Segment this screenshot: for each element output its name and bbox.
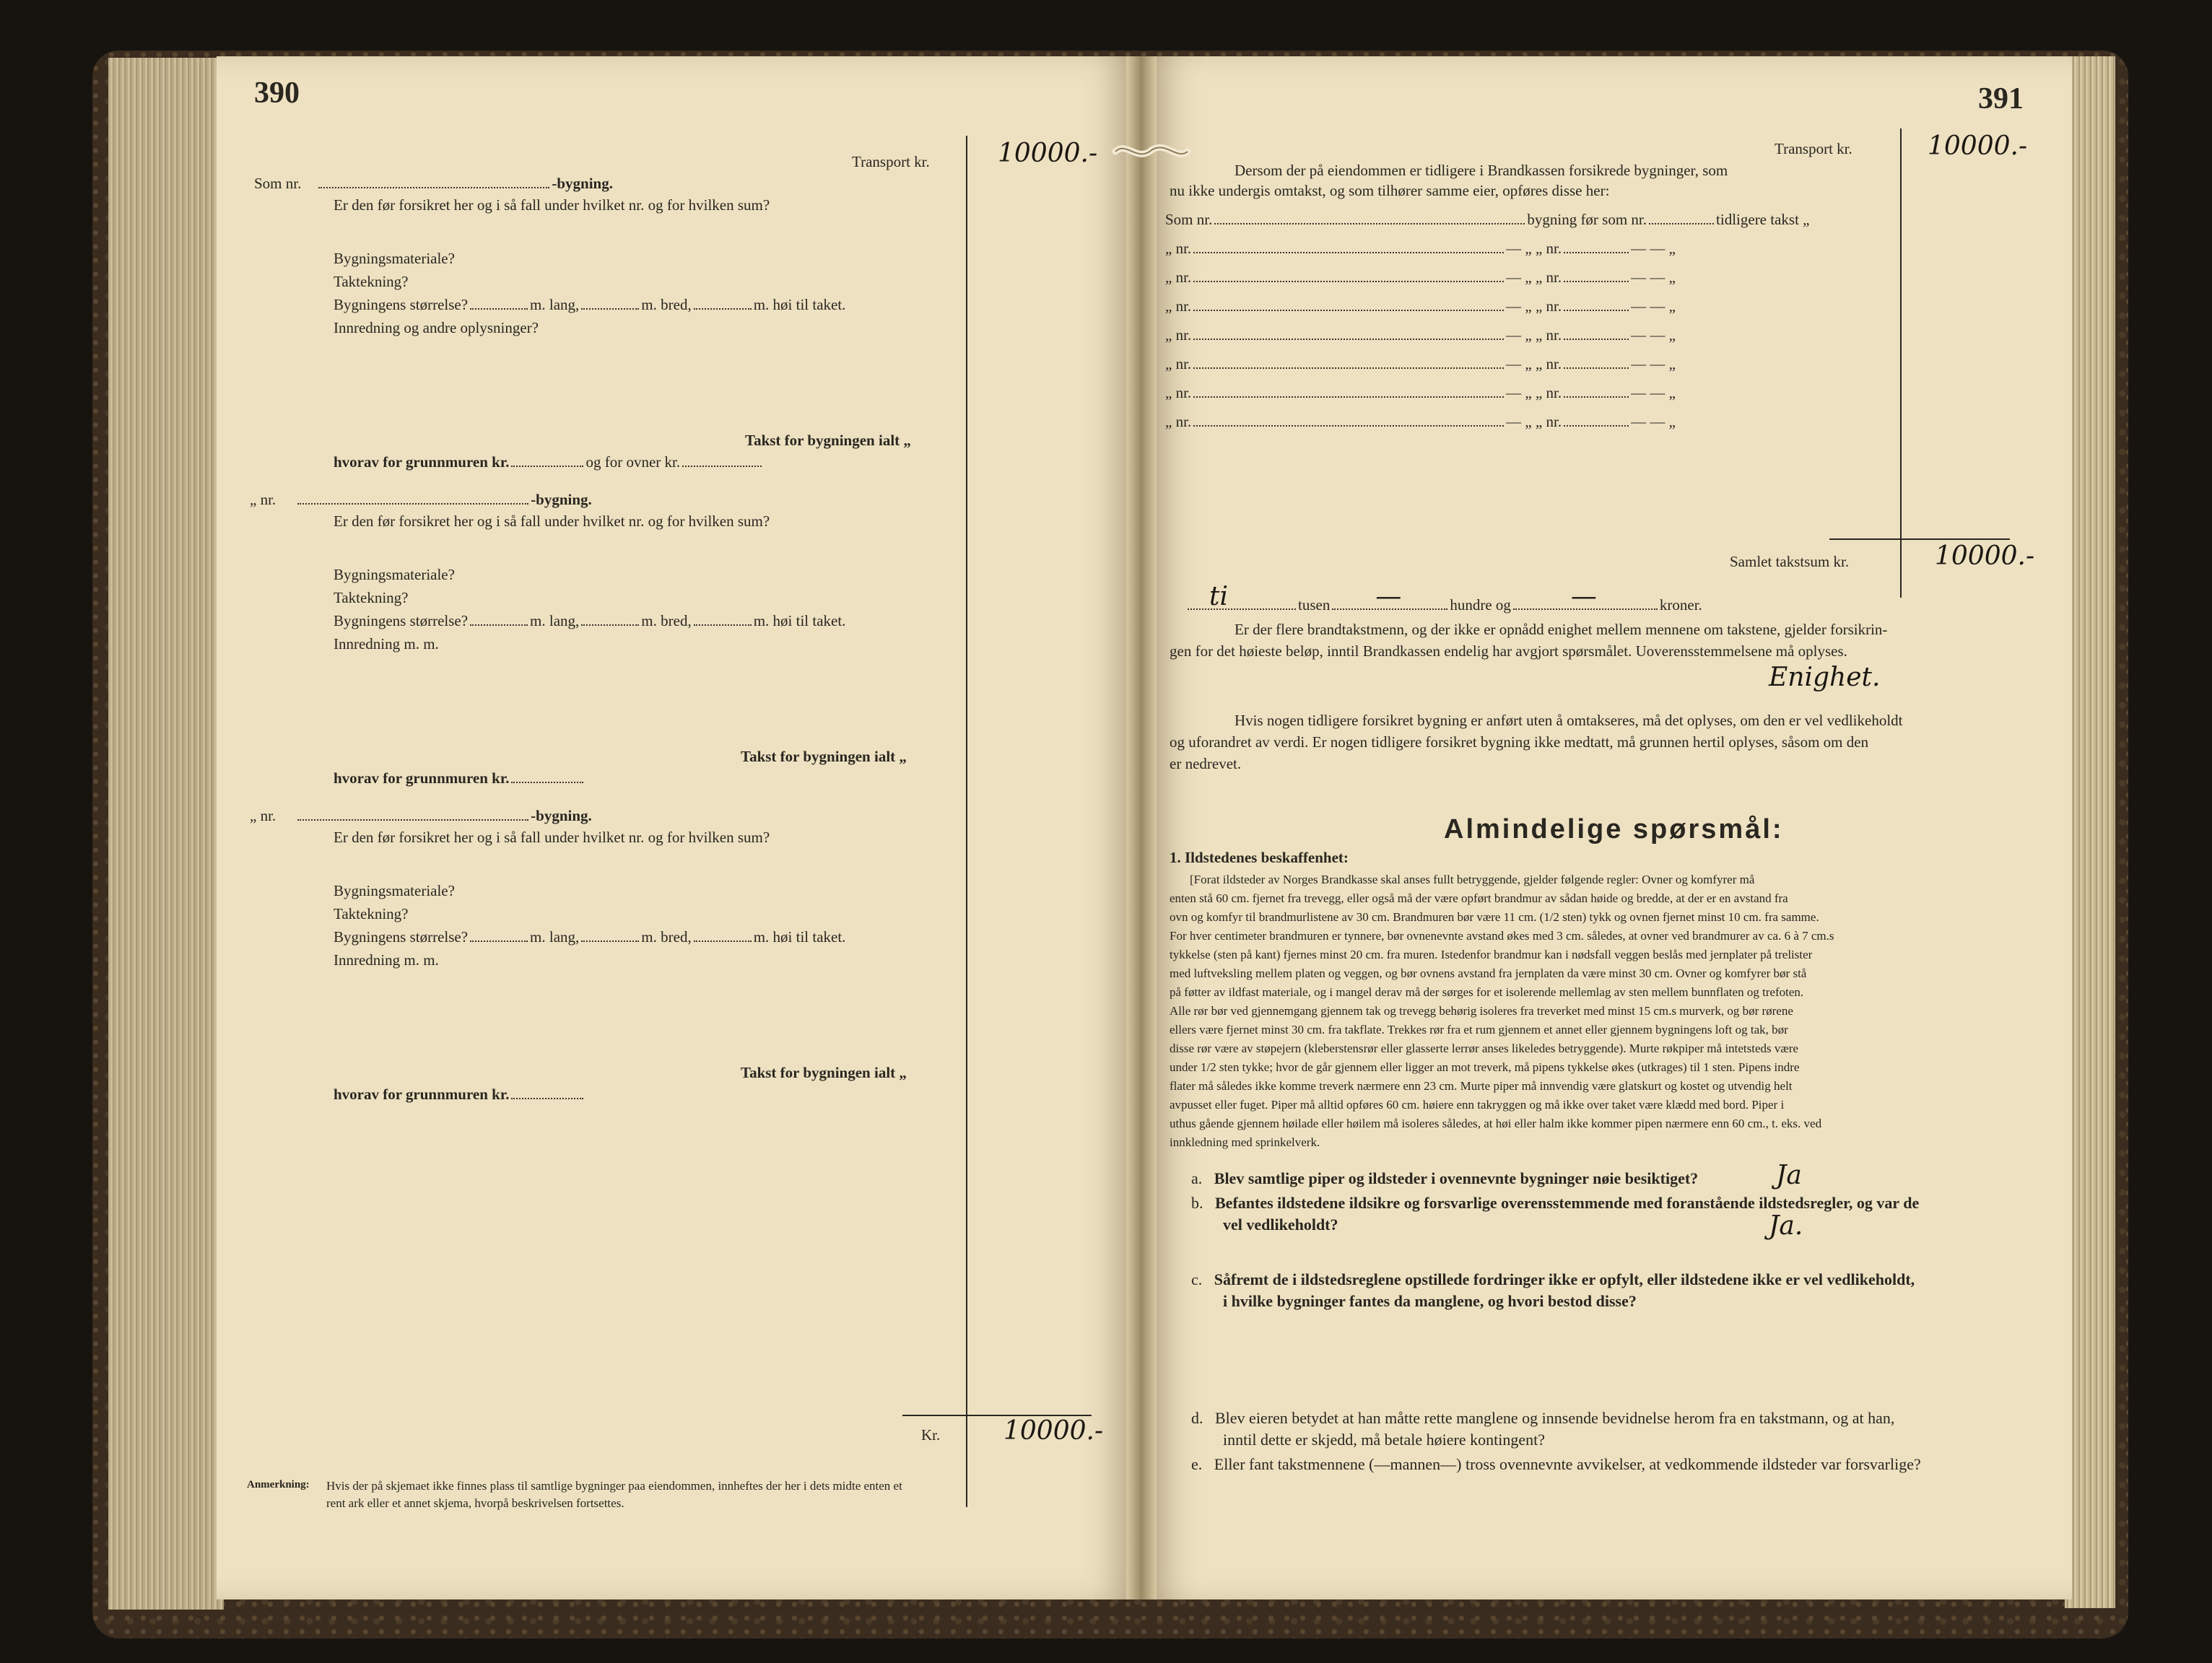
- length-field: [470, 940, 528, 942]
- question-d: [1191, 1407, 1894, 1429]
- prior-building-field: [1193, 396, 1504, 398]
- question-d-cont: [1223, 1429, 1545, 1451]
- note-label: Anmerkning:: [247, 1479, 310, 1490]
- regulation-line: med luftveksling mellem platen og veggen, og bør ovnens avstand fra jernplaten da være minst 30 cm. Ovner og komfyrer bør stå: [1170, 966, 1807, 980]
- length-unit: m. lang,: [530, 928, 580, 946]
- width-field: [581, 624, 639, 626]
- samlet-rule: [1829, 538, 2010, 540]
- insured-before-question: Er den før forsikret her og i så fall under hvilket nr. og for hvilken sum?: [334, 829, 770, 846]
- building-name-field: [318, 187, 549, 188]
- prior-nr-field: [1564, 252, 1629, 253]
- regulation-line: For hver centimeter brandmuren er tynnere, bør ovnenevnte avstand økes med 3 cm. således, at ovner ved brandmurer av ca. 6 à 7 cm.s: [1170, 929, 1834, 943]
- prior-before-label: — „ „ nr.: [1506, 355, 1562, 372]
- regulation-line: innkledning med sprinkelverk.: [1170, 1135, 1320, 1149]
- roof-label: Taktekning?: [334, 273, 409, 290]
- size-label: Bygningens størrelse?: [334, 612, 469, 629]
- regulation-line: uthus gående gjennem høilade eller høilem må isoleres således, at høi eller halm ikke kommer pipen nærmere enn 60 cm., t. eks. ved: [1170, 1117, 1822, 1130]
- page-number: 391: [1978, 82, 2024, 115]
- length-unit: m. lang,: [530, 612, 580, 629]
- length-field: [470, 308, 528, 310]
- regulation-line: avpusset eller fuget. Piper må alltid opføres 60 cm. høiere enn takryggen og må ikke over taket være klædd med bord. Piper i: [1170, 1098, 1785, 1112]
- transport-value: 10000.-: [998, 139, 1098, 168]
- prior-building-field: [1193, 425, 1504, 427]
- prior-nr-label: „ nr.: [1165, 326, 1192, 344]
- size-label: Bygningens størrelse?: [334, 296, 469, 313]
- amount-in-words: [1185, 582, 1702, 614]
- hundreds-field: [1332, 582, 1447, 611]
- page-number: 390: [254, 77, 300, 110]
- hvorav-label: hvorav for grunnmuren kr.: [334, 453, 510, 471]
- samlet-value: 10000.-: [1935, 541, 2035, 571]
- prior-nr-field: [1564, 367, 1629, 369]
- prior-takst-label: — — „: [1631, 326, 1676, 344]
- prior-building-row: [1165, 328, 1676, 343]
- prior-before-label: — „ „ nr.: [1506, 413, 1562, 430]
- prior-building-field: [1193, 310, 1504, 311]
- left-page: [217, 56, 1135, 1599]
- material-label: Bygningsmateriale?: [334, 882, 455, 899]
- takst-label: Takst for bygningen ialt „: [741, 1064, 907, 1081]
- regulation-line: tykkelse (sten på kant) fjernes minst 20 cm. fra muren. Istedenfor brandmur kan i nødsfall veggen beslås med jernplater på trelister: [1170, 948, 1813, 961]
- prior-nr-field: [1564, 310, 1629, 311]
- prior-building-row: [1165, 270, 1676, 285]
- size-label: Bygningens størrelse?: [334, 928, 469, 946]
- transport-label: Transport kr.: [1775, 140, 1852, 157]
- material-label: Bygningsmateriale?: [334, 566, 455, 583]
- answer-a: Ja: [1776, 1161, 1802, 1190]
- regulation-line: flater må således ikke komme treverk nærmere enn 23 cm. Murte piper må innvendig være glatskurt og kostet og utvendig helt: [1170, 1079, 1793, 1093]
- foundation-field: [511, 782, 583, 783]
- prior-nr-field: [1564, 281, 1629, 282]
- question-text: i hvilke bygninger fantes da manglene, og hvori bestod disse?: [1223, 1292, 1637, 1310]
- para2-line-2: og uforandret av verdi. Er nogen tidligere forsikret bygning ikke medtatt, må grunnen hertil oplyses, såsom om den: [1170, 733, 1869, 751]
- question-e: [1191, 1454, 1921, 1475]
- regulation-line: under 1/2 sten tykke; hvor de går gjennem eller ligger an mot treverk, må pipens tykkelse økes (utkrages) til 1 sten. Pipens indre: [1170, 1060, 1800, 1074]
- prior-before-label: — „ „ nr.: [1506, 384, 1562, 401]
- thousands-field: [1188, 582, 1296, 611]
- length-field: [470, 624, 528, 626]
- width-field: [581, 308, 639, 310]
- ovner-label: og for ovner kr.: [585, 453, 681, 471]
- prior-takst-label: — — „: [1631, 269, 1676, 286]
- hundreds-value: —: [1375, 582, 1402, 611]
- width-unit: m. bred,: [641, 612, 692, 629]
- width-field: [581, 940, 639, 942]
- kroner-field: [1513, 582, 1658, 611]
- question-text: vel vedlikeholdt?: [1223, 1215, 1338, 1234]
- prior-nr-label: „ nr.: [1165, 240, 1192, 257]
- note-line-1: Hvis der på skjemaet ikke finnes plass til samtlige bygninger paa eiendommen, innheftes der her i dets midte enten et: [326, 1479, 902, 1493]
- prior-takst-label: — — „: [1631, 355, 1676, 372]
- binding-thread-icon: [1112, 137, 1191, 166]
- note-line-2: rent ark eller et annet skjema, hvorpå beskrivelsen fortsettes.: [326, 1496, 624, 1510]
- insured-before-question: Er den før forsikret her og i så fall under hvilket nr. og for hvilken sum?: [334, 512, 770, 530]
- building-name-field: [297, 819, 528, 821]
- height-field: [694, 940, 752, 942]
- question-b-cont: [1223, 1214, 1338, 1236]
- building-suffix: -bygning.: [531, 807, 592, 824]
- question-text: Blev samtlige piper og ildsteder i ovennevnte bygninger nøie besiktiget?: [1214, 1169, 1699, 1187]
- enighet-note: Enighet.: [1769, 663, 1881, 692]
- question-text: Såfremt de i ildstedsreglene opstillede fordringer ikke er opfylt, eller ildstedene ikke er vel vedlikeholdt,: [1214, 1270, 1915, 1288]
- width-unit: m. bred,: [641, 296, 692, 313]
- question-c: [1191, 1269, 1915, 1291]
- prior-building-field: [1193, 367, 1504, 369]
- height-unit: m. høi til taket.: [753, 612, 846, 629]
- question-letter: c.: [1191, 1270, 1203, 1288]
- stove-field: [682, 466, 762, 467]
- building-suffix: -bygning.: [531, 491, 592, 508]
- hvorav-label: hvorav for grunnmuren kr.: [334, 769, 510, 787]
- question-b: [1191, 1192, 1919, 1214]
- prior-nr-label: Som nr.: [1165, 211, 1213, 228]
- question-a: [1191, 1168, 1698, 1190]
- regulation-line: Alle rør bør ved gjennemgang gjennem tak og trevegg behørig isoleres fra treverket med minst 15 cm.s murverk, og bør rørene: [1170, 1004, 1793, 1018]
- length-unit: m. lang,: [530, 296, 580, 313]
- prior-building-row-first: [1165, 212, 1810, 227]
- prior-nr-label: „ nr.: [1165, 355, 1192, 372]
- interior-label: Innredning m. m.: [334, 951, 439, 969]
- height-field: [694, 308, 752, 310]
- prior-takst-label: — — „: [1631, 413, 1676, 430]
- prior-building-field: [1193, 339, 1504, 340]
- prior-building-field: [1214, 223, 1525, 224]
- intro-line-1: Dersom der på eiendommen er tidligere i Brandkassen forsikrede bygninger, som: [1235, 162, 1728, 179]
- amount-column-rule: [966, 136, 967, 1507]
- intro-line-2: nu ikke undergis omtakst, og som tilhører samme eier, opføres disse her:: [1170, 182, 1610, 199]
- prior-nr-field: [1649, 223, 1714, 224]
- regulation-line: på føtter av ildfast materiale, og i mangel derav må der sørges for et isolerende mellemlag av sten mellem bunnflaten og trefoten.: [1170, 985, 1804, 999]
- para2-line-3: er nedrevet.: [1170, 755, 1242, 772]
- prior-nr-label: „ nr.: [1165, 297, 1192, 315]
- regulation-line: [Forat ildsteder av Norges Brandkasse skal anses fullt betryggende, gjelder følgende regler: Ovner og komfyrer må: [1190, 873, 1755, 886]
- width-unit: m. bred,: [641, 928, 692, 946]
- prior-nr-label: „ nr.: [1165, 269, 1192, 286]
- transport-label: Transport kr.: [852, 153, 930, 170]
- left-page-edges: [108, 58, 224, 1610]
- building-name-field: [297, 503, 528, 505]
- para2-line-1: Hvis nogen tidligere forsikret bygning er anført uten å omtakseres, må det oplyses, om den er vel vedlikeholdt: [1235, 712, 1903, 729]
- kroner-value: —: [1570, 582, 1597, 611]
- question-text: Eller fant takstmennene (—mannen—) tross ovennevnte avvikelser, at vedkommende ildsteder var forsvarlige?: [1214, 1455, 1921, 1473]
- material-label: Bygningsmateriale?: [334, 250, 455, 267]
- regulation-line: disse rør være av støpejern (kleberstensrør eller glasserte lerrør anses likeledes betryggende). Murte røkpiper må intetsteds være: [1170, 1042, 1798, 1055]
- prior-building-row: [1165, 414, 1676, 429]
- height-unit: m. høi til taket.: [753, 296, 846, 313]
- prior-building-field: [1193, 281, 1504, 282]
- prior-building-row: [1165, 357, 1676, 372]
- para1-line-1: Er der flere brandtakstmenn, og der ikke er opnådd enighet mellem mennene om takstene, gjelder forsikrin-: [1235, 621, 1888, 638]
- general-questions-heading: Almindelige spørsmål:: [1444, 814, 1784, 844]
- prior-before-label: — „ „ nr.: [1506, 269, 1562, 286]
- prior-before-label: — „ „ nr.: [1506, 240, 1562, 257]
- interior-label: Innredning m. m.: [334, 635, 439, 652]
- question-text: Befantes ildstedene ildsikre og forsvarlige overensstemmende med foranstående ildstedsregler, og var de: [1215, 1194, 1920, 1212]
- kroner-label: kroner.: [1659, 596, 1702, 614]
- question-letter: e.: [1191, 1455, 1203, 1473]
- building-prefix: Som nr.: [254, 175, 302, 192]
- building-prefix: „ nr.: [250, 491, 276, 508]
- total-label: Kr.: [921, 1426, 941, 1444]
- transport-value: 10000.-: [1928, 131, 2028, 161]
- total-value: 10000.-: [1003, 1416, 1104, 1446]
- hvorav-label: hvorav for grunnmuren kr.: [334, 1086, 510, 1103]
- section-1-title: 1. Ildstedenes beskaffenhet:: [1170, 849, 1349, 866]
- interior-label: Innredning og andre oplysninger?: [334, 319, 539, 336]
- regulation-line: ovn og komfyr til brandmurlistene av 30 cm. Brandmuren bør være 11 cm. (1/2 sten) tykk og ovnen fjernet minst 10 cm. fra samme.: [1170, 910, 1819, 924]
- foundation-field: [511, 1098, 583, 1099]
- takst-label: Takst for bygningen ialt „: [745, 432, 911, 449]
- prior-takst-label: — — „: [1631, 384, 1676, 401]
- prior-nr-field: [1564, 396, 1629, 398]
- question-text: Blev eieren betydet at han måtte rette manglene og innsende bevidnelse herom fra en takstmann, og at han,: [1215, 1409, 1895, 1427]
- prior-nr-field: [1564, 339, 1629, 340]
- takst-label: Takst for bygningen ialt „: [741, 748, 907, 765]
- roof-label: Taktekning?: [334, 589, 409, 606]
- question-letter: d.: [1191, 1409, 1203, 1427]
- tusen-label: tusen: [1298, 596, 1331, 614]
- answer-b: Ja.: [1769, 1211, 1803, 1241]
- question-c-cont: [1223, 1291, 1637, 1312]
- prior-nr-label: „ nr.: [1165, 384, 1192, 401]
- roof-label: Taktekning?: [334, 905, 409, 922]
- question-letter: a.: [1191, 1169, 1203, 1187]
- amount-column-rule: [1900, 128, 1902, 598]
- regulation-line: ellers være fjernet minst 30 cm. fra takflate. Trekkes rør fra et rum gjennem et annet eller gjennem bygningens loft og tak, bør: [1170, 1023, 1788, 1036]
- building-prefix: „ nr.: [250, 807, 276, 824]
- question-text: inntil dette er skjedd, må betale høiere kontingent?: [1223, 1431, 1545, 1449]
- prior-takst-label: — — „: [1631, 297, 1676, 315]
- prior-before-label: — „ „ nr.: [1506, 297, 1562, 315]
- thousands-value: ti: [1209, 582, 1228, 611]
- hundre-label: hundre og: [1450, 596, 1511, 614]
- prior-nr-field: [1564, 425, 1629, 427]
- foundation-field: [511, 466, 583, 467]
- regulation-line: enten stå 60 cm. fjernet fra trevegg, eller også må der være opført brandmur av sådan høide og bredde, at der er en avstand fra: [1170, 891, 1788, 905]
- prior-takst-label: tidligere takst „: [1716, 211, 1810, 228]
- question-letter: b.: [1191, 1194, 1203, 1212]
- prior-before-label: bygning før som nr.: [1527, 211, 1647, 228]
- prior-before-label: — „ „ nr.: [1506, 326, 1562, 344]
- prior-building-row: [1165, 385, 1676, 401]
- book-gutter: [1126, 56, 1157, 1599]
- insured-before-question: Er den før forsikret her og i så fall under hvilket nr. og for hvilken sum?: [334, 196, 770, 214]
- prior-takst-label: — — „: [1631, 240, 1676, 257]
- para1-line-2: gen for det høieste beløp, inntil Brandkassen endelig har avgjort spørsmålet. Uoverensstemmelsene må oplyses.: [1170, 642, 1847, 660]
- building-suffix: -bygning.: [552, 175, 613, 192]
- height-field: [694, 624, 752, 626]
- prior-building-row: [1165, 241, 1676, 256]
- right-page: [1148, 56, 2072, 1599]
- prior-building-row: [1165, 299, 1676, 314]
- samlet-label: Samlet takstsum kr.: [1730, 553, 1850, 570]
- right-page-edges: [2065, 56, 2115, 1608]
- prior-building-field: [1193, 252, 1504, 253]
- prior-nr-label: „ nr.: [1165, 413, 1192, 430]
- height-unit: m. høi til taket.: [753, 928, 846, 946]
